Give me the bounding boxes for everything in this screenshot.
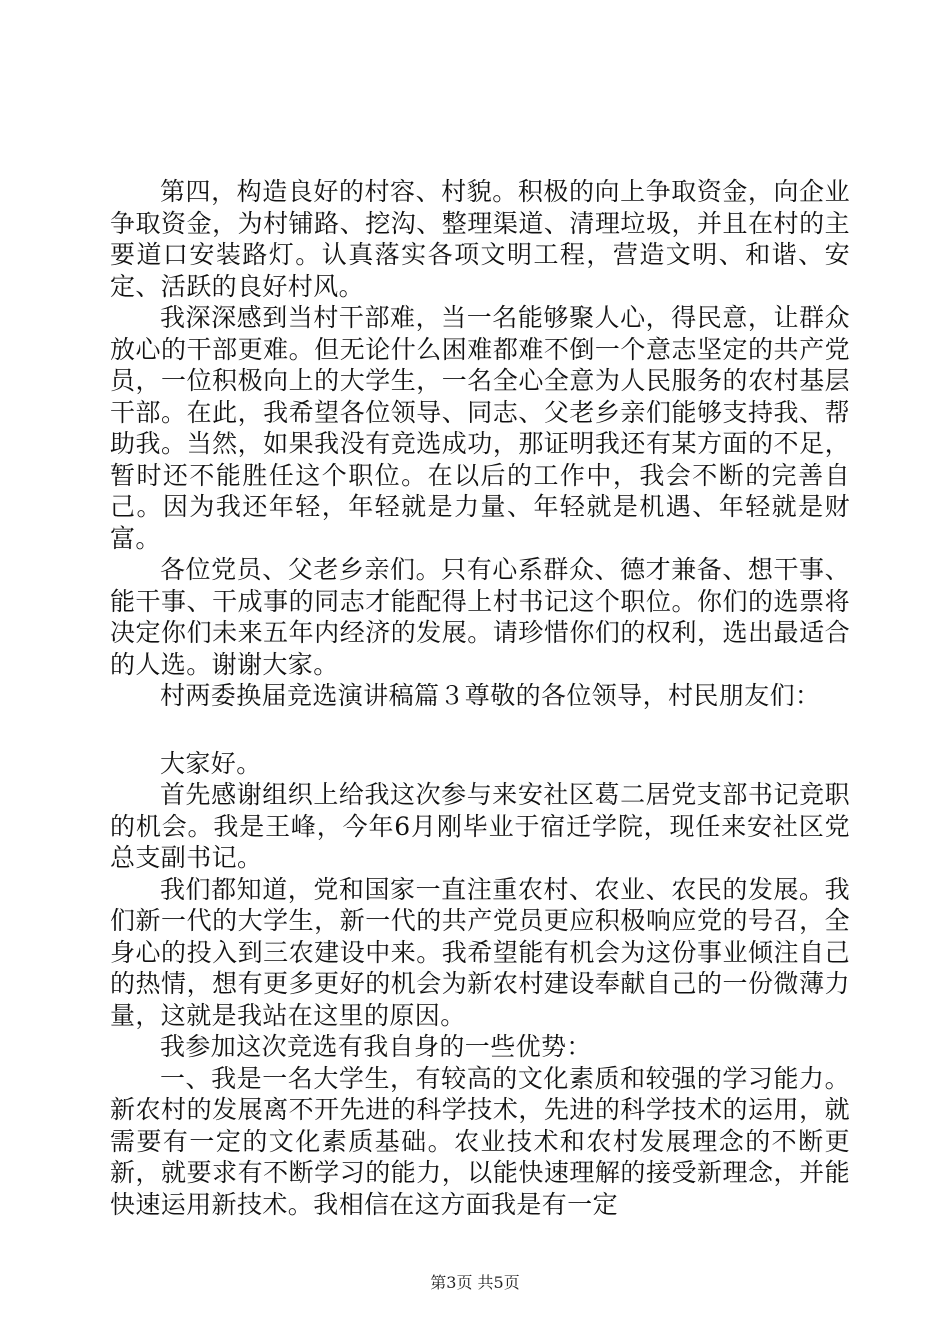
document-body [110, 176, 850, 1220]
paragraph: 一、我是一名大学生，有较高的文化素质和较强的学习能力。新农村的发展离不开先进的科学技术，先进的科学技术的运用，就需要有一定的文化素质基础。农业技术和农村发展理念的不断更新，就要求有不断学习的能力，以能快速理解的接受新理念，并能快速运用新技术。我相信在这方面我是有一定 [110, 1063, 850, 1219]
paragraph: 大家好。 [160, 748, 262, 778]
page-number-footer: 第3页 共5页 [430, 1273, 520, 1292]
paragraph: 村两委换届竞选演讲稿篇３尊敬的各位领导，村民朋友们： [160, 681, 821, 710]
paragraph: 第四，构造良好的村容、村貌。积极的向上争取资金，向企业争取资金，为村铺路、挖沟、整理渠道、清理垃圾，并且在村的主要道口安装路灯。认真落实各项文明工程，营造文明、和谐、安定、活跃的良好村风。 [110, 177, 850, 301]
paragraph: 我参加这次竞选有我自身的一些优势： [160, 1032, 592, 1061]
blank-line [110, 712, 850, 748]
paragraph: 我深深感到当村干部难，当一名能够聚人心，得民意，让群众放心的干部更难。但无论什么困难都难不倒一个意志坚定的共产党员，一位积极向上的大学生，一名全心全意为人民服务的农村基层干部。在此，我希望各位领导、同志、父老乡亲们能够支持我、帮助我。当然，如果我没有竞选成功，那证明我还有某方面的不足，暂时还不能胜任这个职位。在以后的工作中，我会不断的完善自己。因为我还年轻，年轻就是力量、年轻就是机遇、年轻就是财富。 [110, 303, 850, 553]
paragraph: 首先感谢组织上给我这次参与来安社区葛二居党支部书记竞职的机会。我是王峰，今年6月刚毕业于宿迁学院，现任来安社区党总支副书记。 [110, 780, 850, 872]
paragraph: 各位党员、父老乡亲们。只有心系群众、德才兼备、想干事、能干事、干成事的同志才能配得上村书记这个职位。你们的选票将决定你们未来五年内经济的发展。请珍惜你们的权利，选出最适合的人选。谢谢大家。 [110, 555, 850, 679]
paragraph: 我们都知道，党和国家一直注重农村、农业、农民的发展。我们新一代的大学生，新一代的共产党员更应积极响应党的号召，全身心的投入到三农建设中来。我希望能有机会为这份事业倾注自己的热情，想有更多更好的机会为新农村建设奉献自己的一份微薄力量，这就是我站在这里的原因。 [110, 874, 850, 1030]
